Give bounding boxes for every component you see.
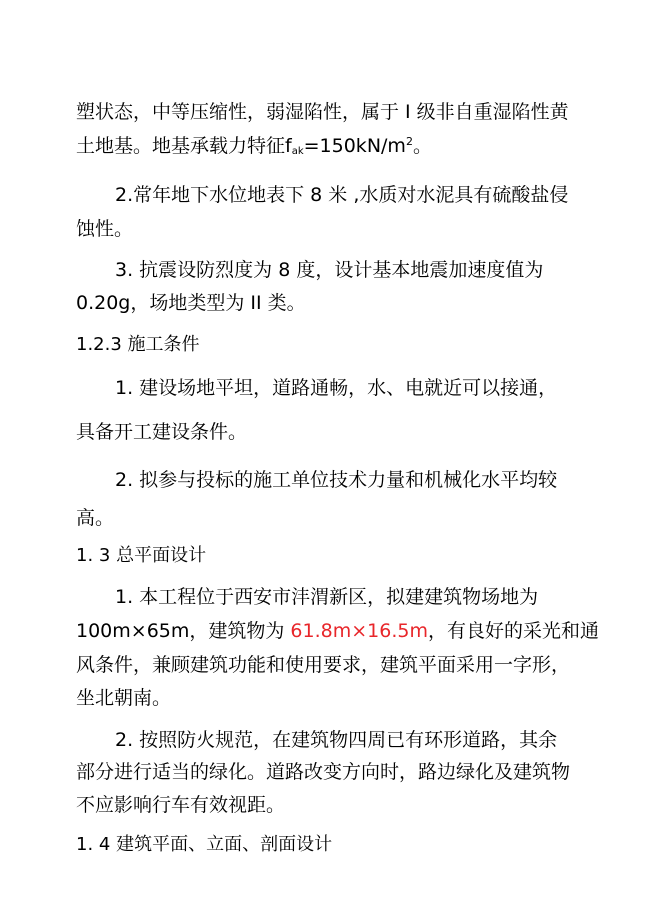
subscript-ak: ak [291, 146, 304, 157]
text-run: =150kN/m [303, 135, 406, 157]
paragraph-line-bearing-capacity [76, 133, 432, 165]
paragraph-line: 具备开工建设条件。 [76, 421, 248, 443]
paragraph-line: 3. 抗震设防烈度为 8 度，设计基本地震加速度值为 [115, 259, 544, 281]
paragraph-line: 1. 建设场地平坦，道路通畅，水、电就近可以接通， [115, 377, 558, 399]
section-heading-1-4: 1. 4 建筑平面、立面、剖面设计 [76, 834, 333, 855]
superscript-2: 2 [405, 135, 413, 148]
paragraph-line: 不应影响行车有效视距。 [76, 794, 286, 816]
paragraph-line: 2.常年地下水位地表下 8 米 ,水质对水泥具有硫酸盐侵 [115, 184, 569, 206]
text-run: 100m×65m，建筑物为 [76, 620, 291, 642]
paragraph-line: 2. 拟参与投标的施工单位技术力量和机械化水平均较 [115, 469, 558, 491]
paragraph-line: 塑状态，中等压缩性，弱湿陷性，属于 I 级非自重湿陷性黄 [76, 101, 569, 123]
paragraph-line: 2. 按照防火规范，在建筑物四周已有环形道路，其余 [115, 729, 558, 751]
section-heading-1-2-3: 1.2.3 施工条件 [76, 334, 200, 355]
paragraph-line: 1. 本工程位于西安市沣渭新区，拟建建筑物场地为 [115, 586, 539, 608]
text-run: ，有良好的采光和通 [427, 620, 599, 642]
text-run: 。 [412, 135, 432, 157]
paragraph-line: 蚀性。 [76, 218, 134, 240]
paragraph-line: 坐北朝南。 [76, 687, 172, 709]
section-heading-1-3: 1. 3 总平面设计 [76, 545, 207, 566]
paragraph-line: 部分进行适当的绿化。道路改变方向时，路边绿化及建筑物 [76, 761, 571, 783]
highlighted-dimension: 61.8m×16.5m [290, 620, 428, 642]
paragraph-line: 高。 [76, 507, 115, 529]
paragraph-line: 风条件，兼顾建筑功能和使用要求，建筑平面采用一字形， [76, 654, 571, 676]
paragraph-line-dimensions [76, 618, 599, 644]
paragraph-line: 0.20g，场地类型为 II 类。 [76, 292, 306, 314]
text-run: 土地基。地基承载力特征f [76, 135, 292, 157]
